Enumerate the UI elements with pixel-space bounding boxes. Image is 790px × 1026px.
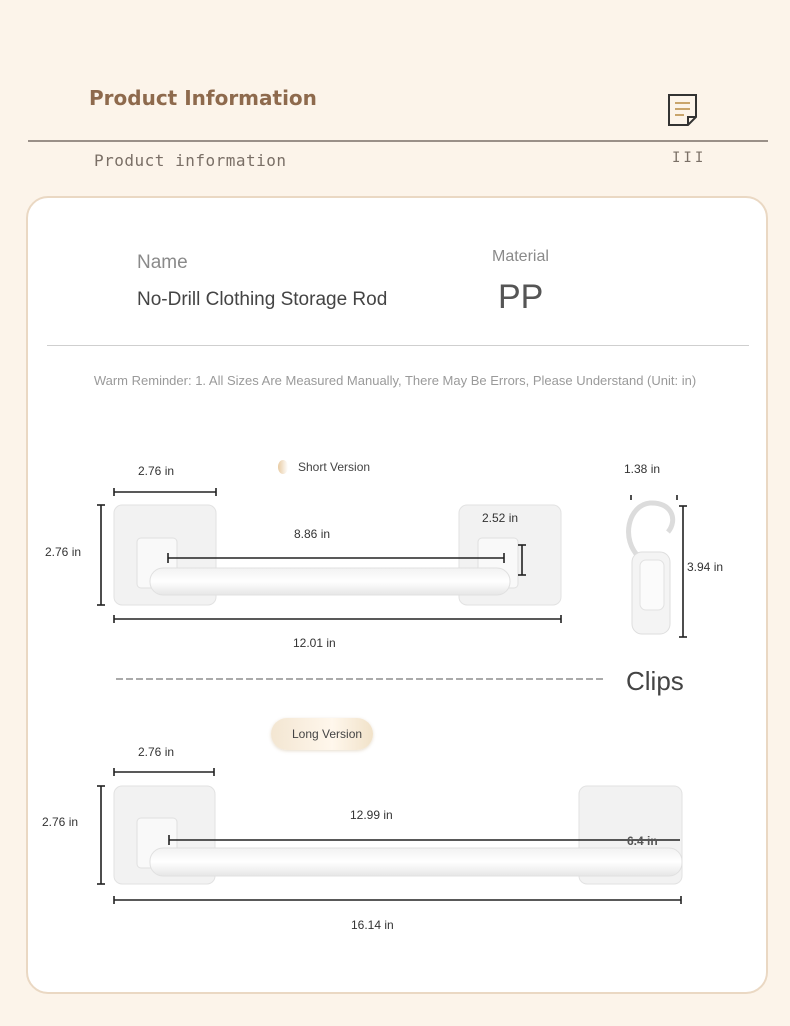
long-rod-drop: 6.4 in	[627, 834, 658, 848]
long-base-height: 2.76 in	[42, 815, 79, 829]
material-value: PP	[498, 278, 544, 316]
name-value: No-Drill Clothing Storage Rod	[137, 289, 388, 310]
name-label: Name	[137, 252, 188, 273]
long-total-length: 16.14 in	[351, 918, 394, 932]
clips-label: Clips	[626, 666, 684, 696]
long-version-label: Long Version	[292, 727, 363, 741]
short-base-width: 2.76 in	[138, 464, 175, 478]
tag-dot-icon	[278, 460, 288, 474]
menu-bars-glyph: III	[672, 150, 707, 166]
long-rod-length: 12.99 in	[350, 808, 393, 822]
clip-width: 1.38 in	[624, 462, 661, 476]
clip-height: 3.94 in	[687, 560, 724, 574]
material-label: Material	[492, 248, 549, 265]
long-rod-illustration	[114, 786, 682, 884]
short-version-label: Short Version	[298, 460, 371, 474]
short-rod-drop: 2.52 in	[482, 511, 519, 525]
long-base-width: 2.76 in	[138, 745, 175, 759]
clip-illustration	[629, 503, 673, 634]
short-rod-length: 8.86 in	[294, 527, 331, 541]
page-title: Product Information	[89, 86, 317, 110]
section-subtitle: Product information	[94, 151, 287, 170]
short-total-length: 12.01 in	[293, 636, 336, 650]
warm-reminder: Warm Reminder: 1. All Sizes Are Measured Manually, There May Be Errors, Please Understand (Unit: in)	[93, 373, 697, 388]
short-base-height: 2.76 in	[45, 545, 82, 559]
